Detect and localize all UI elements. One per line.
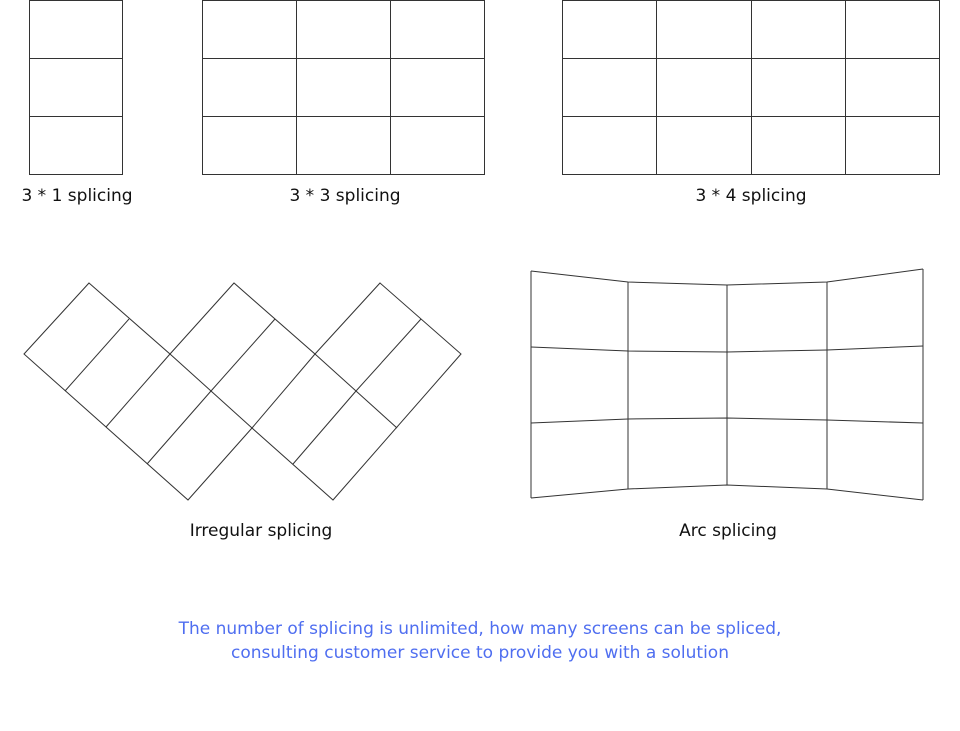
grid-3x4 — [563, 1, 940, 175]
irregular-splicing-diagram — [24, 283, 461, 500]
note-line-2: consulting customer service to provide you with a solution — [231, 643, 729, 663]
label-arc-splicing: Arc splicing — [679, 521, 777, 541]
arc-splicing-diagram — [531, 269, 923, 500]
grid-3x1 — [30, 1, 123, 175]
label-3x4-splicing: 3 * 4 splicing — [695, 186, 807, 206]
label-irregular-splicing: Irregular splicing — [189, 521, 333, 541]
label-3x1-splicing: 3 * 1 splicing — [21, 186, 133, 206]
grid-3x3 — [203, 1, 485, 175]
label-3x3-splicing: 3 * 3 splicing — [289, 186, 401, 206]
note-line-1: The number of splicing is unlimited, how many screens can be spliced, — [178, 619, 782, 639]
